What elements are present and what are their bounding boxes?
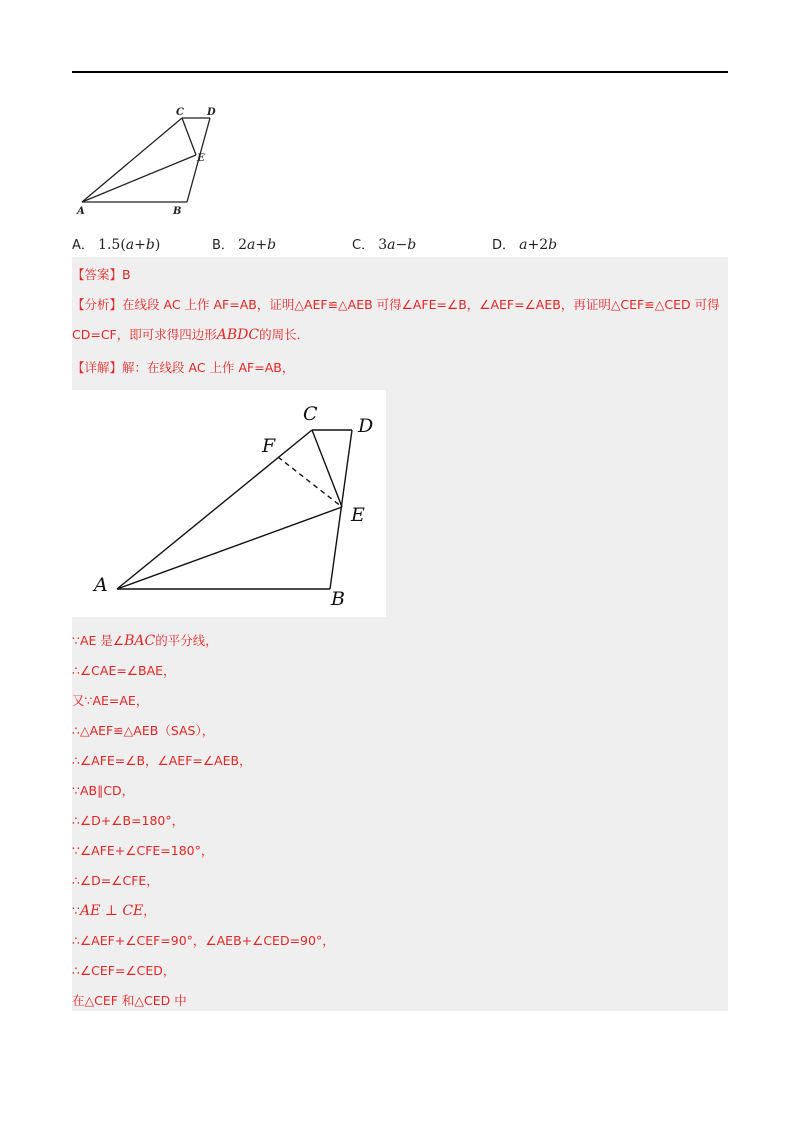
- label-c: C: [303, 403, 318, 425]
- step-7: ∴∠D+∠B=180°，: [72, 813, 185, 828]
- step-10: ∵AE ⊥ CE，: [72, 903, 156, 919]
- step-1: ∵AE 是∠BAC的平分线，: [72, 633, 218, 649]
- label-e: E: [197, 153, 205, 164]
- figure-quadrilateral-large: [72, 390, 386, 617]
- label-e: E: [351, 504, 365, 526]
- label-d: D: [207, 107, 216, 118]
- step-5: ∴∠AFE=∠B，∠AEF=∠AEB，: [72, 753, 252, 768]
- step-3: 又∵AE=AE，: [72, 693, 149, 708]
- step-4: ∴△AEF≌△AEB（SAS），: [72, 723, 215, 738]
- label-b: B: [173, 206, 182, 217]
- solution-panel: [72, 257, 728, 1011]
- label-a: A: [77, 206, 85, 217]
- analysis-line-2: CD=CF，即可求得四边形ABDC的周长．: [72, 327, 310, 343]
- figure-quadrilateral-small: [74, 102, 224, 218]
- label-c: C: [176, 107, 184, 118]
- step-8: ∵∠AFE+∠CFE=180°，: [72, 843, 214, 858]
- answer-options: [72, 232, 728, 254]
- step-13: 在△CEF 和△CED 中: [72, 993, 187, 1008]
- label-b: B: [331, 588, 345, 610]
- step-2: ∴∠CAE=∠BAE，: [72, 663, 176, 678]
- step-12: ∴∠CEF=∠CED，: [72, 963, 176, 978]
- label-f: F: [262, 435, 276, 457]
- answer-line: 【答案】B: [72, 267, 131, 282]
- label-d: D: [358, 415, 374, 437]
- option-d[interactable]: D． a+2b: [492, 237, 558, 253]
- option-a[interactable]: A． 1.5(a+b): [72, 237, 161, 253]
- top-rule: [72, 71, 728, 73]
- step-6: ∵AB∥CD，: [72, 783, 135, 798]
- label-a: A: [94, 574, 108, 596]
- option-c[interactable]: C． 3a−b: [352, 237, 417, 253]
- step-11: ∴∠AEF+∠CEF=90°，∠AEB+∠CED=90°，: [72, 933, 335, 948]
- step-9: ∴∠D=∠CFE，: [72, 873, 159, 888]
- analysis-line-1: 【分析】在线段 AC 上作 AF=AB，证明△AEF≌△AEB 可得∠AFE=∠B，∠AEF=∠AEB，再证明△CEF≌△CED 可得: [72, 297, 720, 312]
- option-b[interactable]: B． 2a+b: [212, 237, 277, 253]
- detail-line: 【详解】解：在线段 AC 上作 AF=AB，: [72, 360, 295, 375]
